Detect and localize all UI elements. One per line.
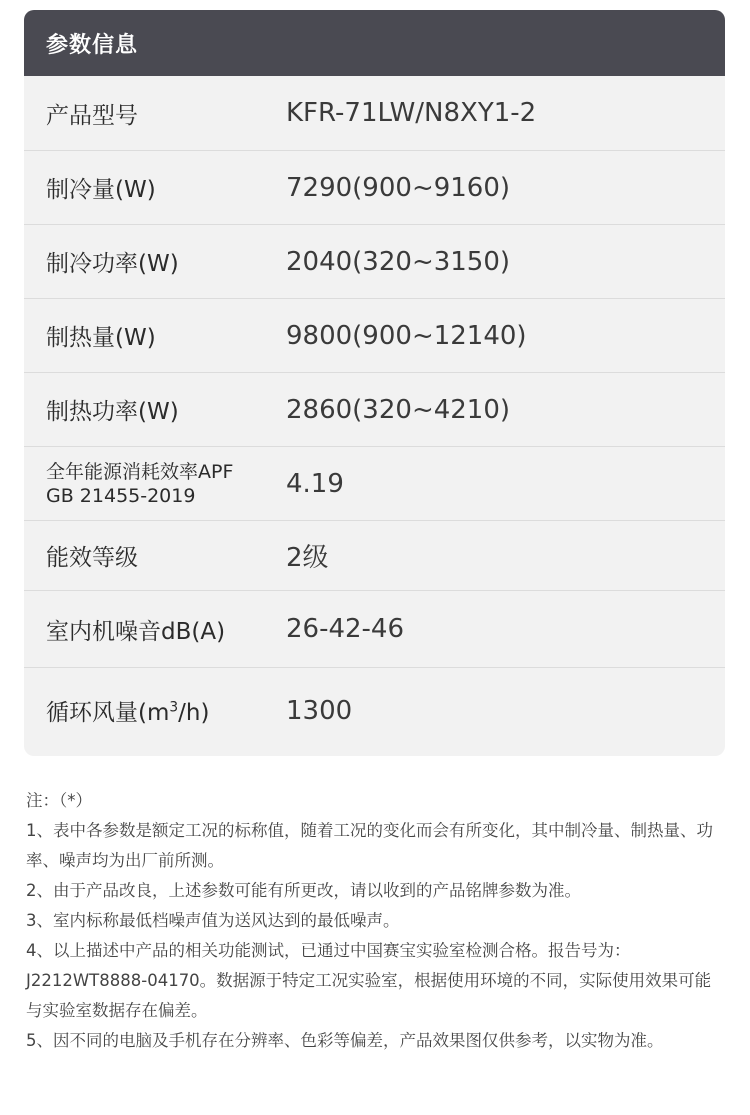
spec-label-energy-grade: 能效等级 [46, 545, 138, 571]
spec-row-apf [24, 447, 725, 521]
note-item-1: 1、表中各参数是额定工况的标称值，随着工况的变化而会有所变化，其中制冷量、制热量、功率、噪声均为出厂前所测。 [26, 821, 713, 870]
note-item-3: 3、室内标称最低档噪声值为送风达到的最低噪声。 [26, 911, 400, 930]
spec-row-heating-capacity [24, 299, 725, 373]
spec-row-energy-grade [24, 521, 725, 591]
spec-row-indoor-noise [24, 591, 725, 668]
spec-row-airflow [24, 668, 725, 753]
spec-label-airflow-unit: /h) [178, 700, 210, 726]
spec-label-airflow [24, 694, 264, 727]
spec-label-heating-capacity: 制热量(W) [46, 325, 156, 351]
spec-table-card [24, 10, 725, 756]
spec-value-heating-power: 2860(320~4210) [286, 394, 511, 425]
spec-value-apf: 4.19 [286, 468, 344, 499]
spec-label-indoor-noise: 室内机噪音dB(A) [46, 618, 226, 645]
spec-row-model [24, 76, 725, 151]
spec-row-cooling-power [24, 225, 725, 299]
spec-label-airflow-text: 循环风量(m [46, 700, 170, 726]
spec-value-airflow: 1300 [286, 695, 353, 726]
spec-value-cooling-power: 2040(320~3150) [286, 246, 511, 277]
spec-label-cooling-capacity: 制冷量(W) [46, 177, 156, 203]
notes-title: 注：（*） [26, 791, 92, 810]
spec-label-apf [24, 460, 264, 508]
spec-row-cooling-capacity [24, 151, 725, 225]
spec-label-heating-power: 制热功率(W) [46, 399, 179, 425]
spec-label-apf-line1: 全年能源消耗效率APF [46, 460, 234, 483]
spec-row-heating-power [24, 373, 725, 447]
notes-section [26, 786, 726, 1056]
note-item-5: 5、因不同的电脑及手机存在分辨率、色彩等偏差，产品效果图仅供参考，以实物为准。 [26, 1031, 664, 1050]
spec-label-airflow-superscript: 3 [169, 699, 179, 716]
spec-table-title: 参数信息 [46, 32, 139, 58]
spec-label-model: 产品型号 [46, 102, 138, 129]
spec-value-heating-capacity: 9800(900~12140) [286, 320, 527, 351]
spec-label-cooling-power: 制冷功率(W) [46, 251, 179, 277]
spec-label-apf-line2: GB 21455-2019 [46, 484, 196, 507]
note-item-4: 4、以上描述中产品的相关功能测试，已通过中国赛宝实验室检测合格。报告号为：J2212WT8888-04170。数据源于特定工况实验室，根据使用环境的不同，实际使用效果可能与实验室数据存在偏差。 [26, 941, 712, 1020]
spec-value-cooling-capacity: 7290(900~9160) [286, 172, 511, 203]
spec-table-header [24, 10, 725, 76]
note-item-2: 2、由于产品改良，上述参数可能有所更改，请以收到的产品铭牌参数为准。 [26, 881, 581, 900]
spec-value-model: KFR-71LW/N8XY1-2 [286, 98, 537, 128]
spec-value-energy-grade: 2级 [286, 543, 329, 573]
spec-value-indoor-noise: 26-42-46 [286, 614, 405, 644]
